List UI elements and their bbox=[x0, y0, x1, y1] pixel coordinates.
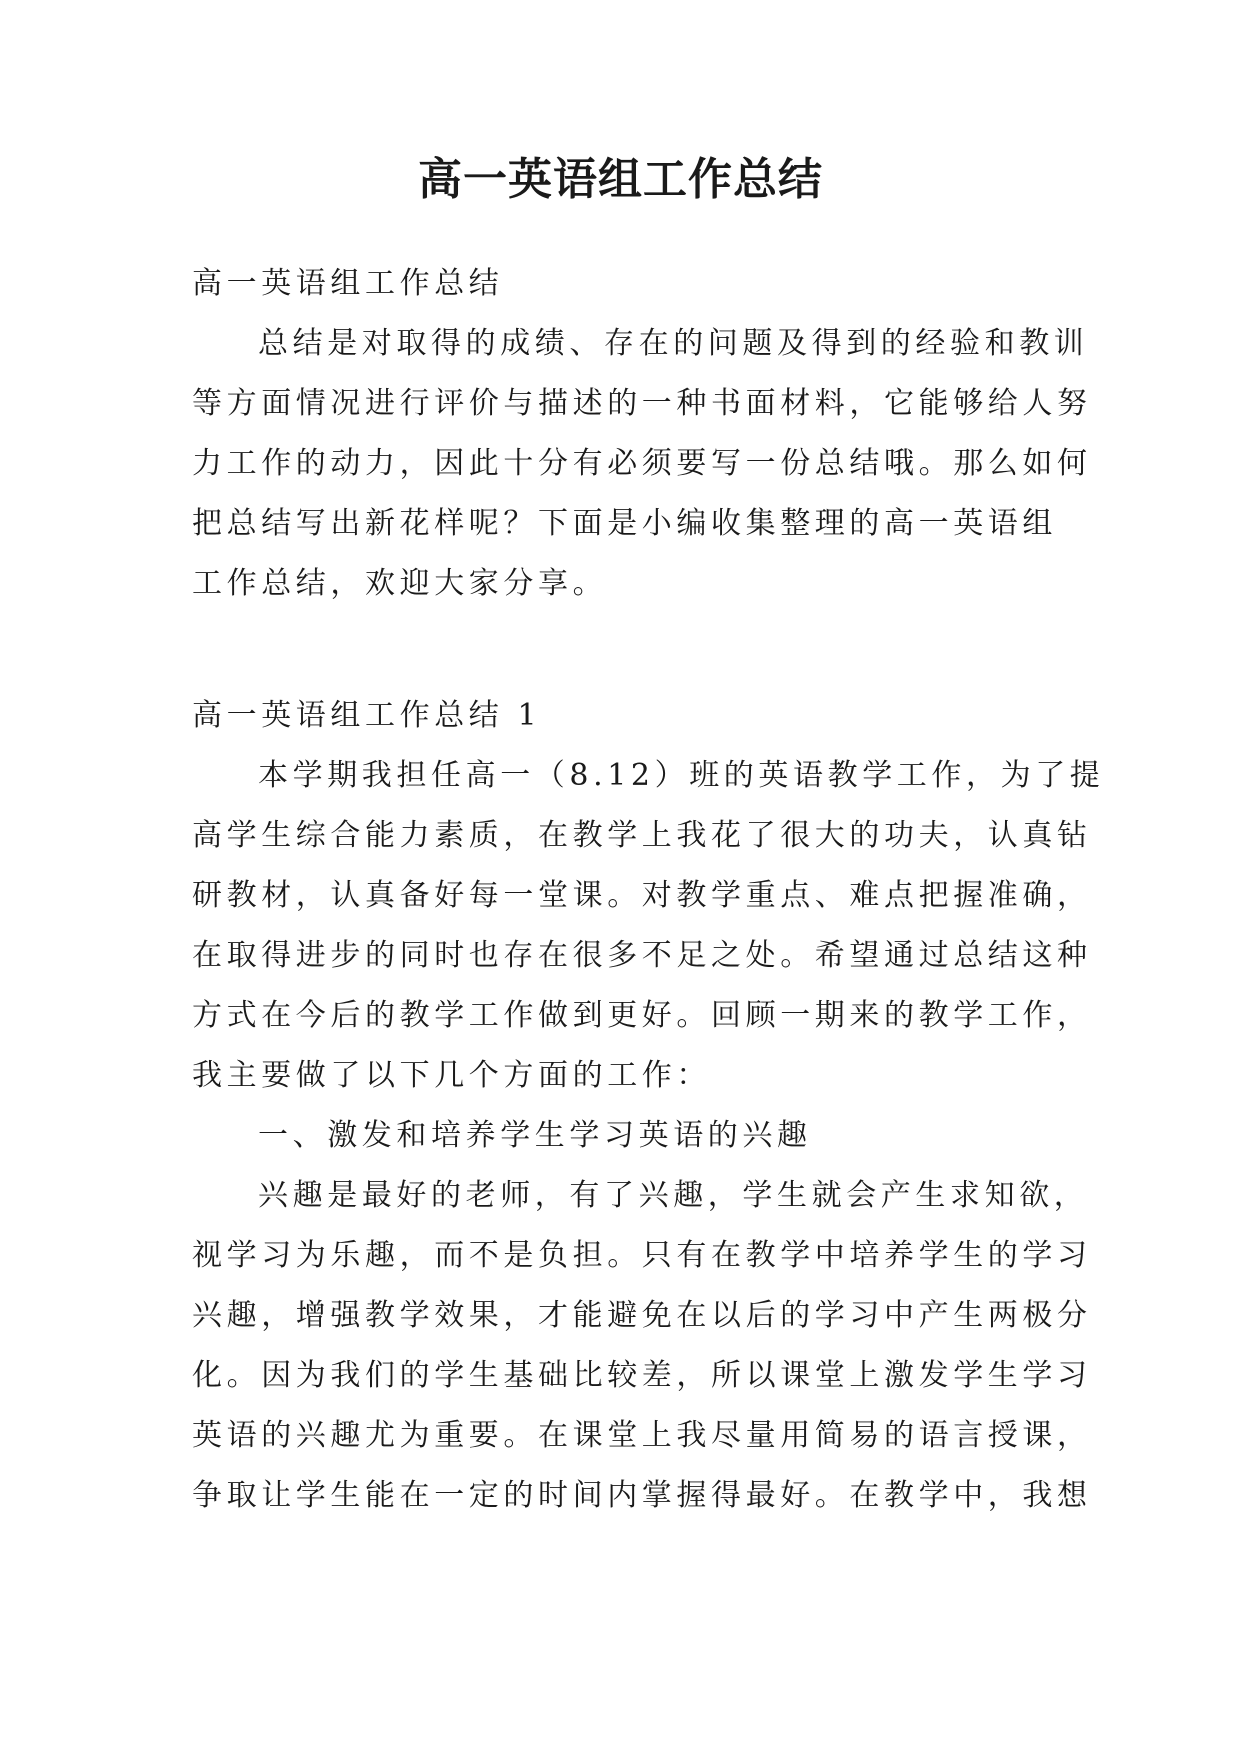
section-1-block bbox=[192, 686, 1105, 1526]
paragraph-line: 方式在今后的教学工作做到更好。回顾一期来的教学工作， bbox=[192, 998, 1092, 1033]
paragraph-line: 英语的兴趣尤为重要。在课堂上我尽量用简易的语言授课， bbox=[192, 1418, 1092, 1453]
paragraph-line: 兴趣，增强教学效果，才能避免在以后的学习中产生两极分 bbox=[192, 1298, 1092, 1333]
paragraph-line: 在取得进步的同时也存在很多不足之处。希望通过总结这种 bbox=[192, 938, 1092, 973]
paragraph-line: 视学习为乐趣，而不是负担。只有在教学中培养学生的学习 bbox=[192, 1238, 1092, 1273]
paragraph-line: 高学生综合能力素质，在教学上我花了很大的功夫，认真钻 bbox=[192, 818, 1092, 853]
intro-heading: 高一英语组工作总结 bbox=[192, 266, 504, 301]
section-1-subheading: 一、激发和培养学生学习英语的兴趣 bbox=[258, 1118, 812, 1153]
paragraph-line: 争取让学生能在一定的时间内掌握得最好。在教学中，我想 bbox=[192, 1478, 1092, 1513]
document-title: 高一英语组工作总结 bbox=[418, 154, 823, 205]
intro-line: 总结是对取得的成绩、存在的问题及得到的经验和教训 bbox=[258, 326, 1089, 361]
paragraph-line: 我主要做了以下几个方面的工作： bbox=[192, 1058, 711, 1093]
intro-line: 等方面情况进行评价与描述的一种书面材料，它能够给人努 bbox=[192, 386, 1092, 421]
paragraph-line: 研教材，认真备好每一堂课。对教学重点、难点把握准确， bbox=[192, 878, 1092, 913]
intro-line: 力工作的动力，因此十分有必须要写一份总结哦。那么如何 bbox=[192, 446, 1092, 481]
paragraph-line: 兴趣是最好的老师，有了兴趣，学生就会产生求知欲， bbox=[258, 1178, 1089, 1213]
paragraph-line: 化。因为我们的学生基础比较差，所以课堂上激发学生学习 bbox=[192, 1358, 1092, 1393]
section-1-heading: 高一英语组工作总结 1 bbox=[192, 698, 542, 733]
intro-block bbox=[192, 254, 1092, 614]
paragraph-line: 本学期我担任高一（8.12）班的英语教学工作，为了提 bbox=[258, 758, 1105, 793]
intro-line: 工作总结，欢迎大家分享。 bbox=[192, 566, 608, 601]
intro-line: 把总结写出新花样呢？下面是小编收集整理的高一英语组 bbox=[192, 506, 1057, 541]
